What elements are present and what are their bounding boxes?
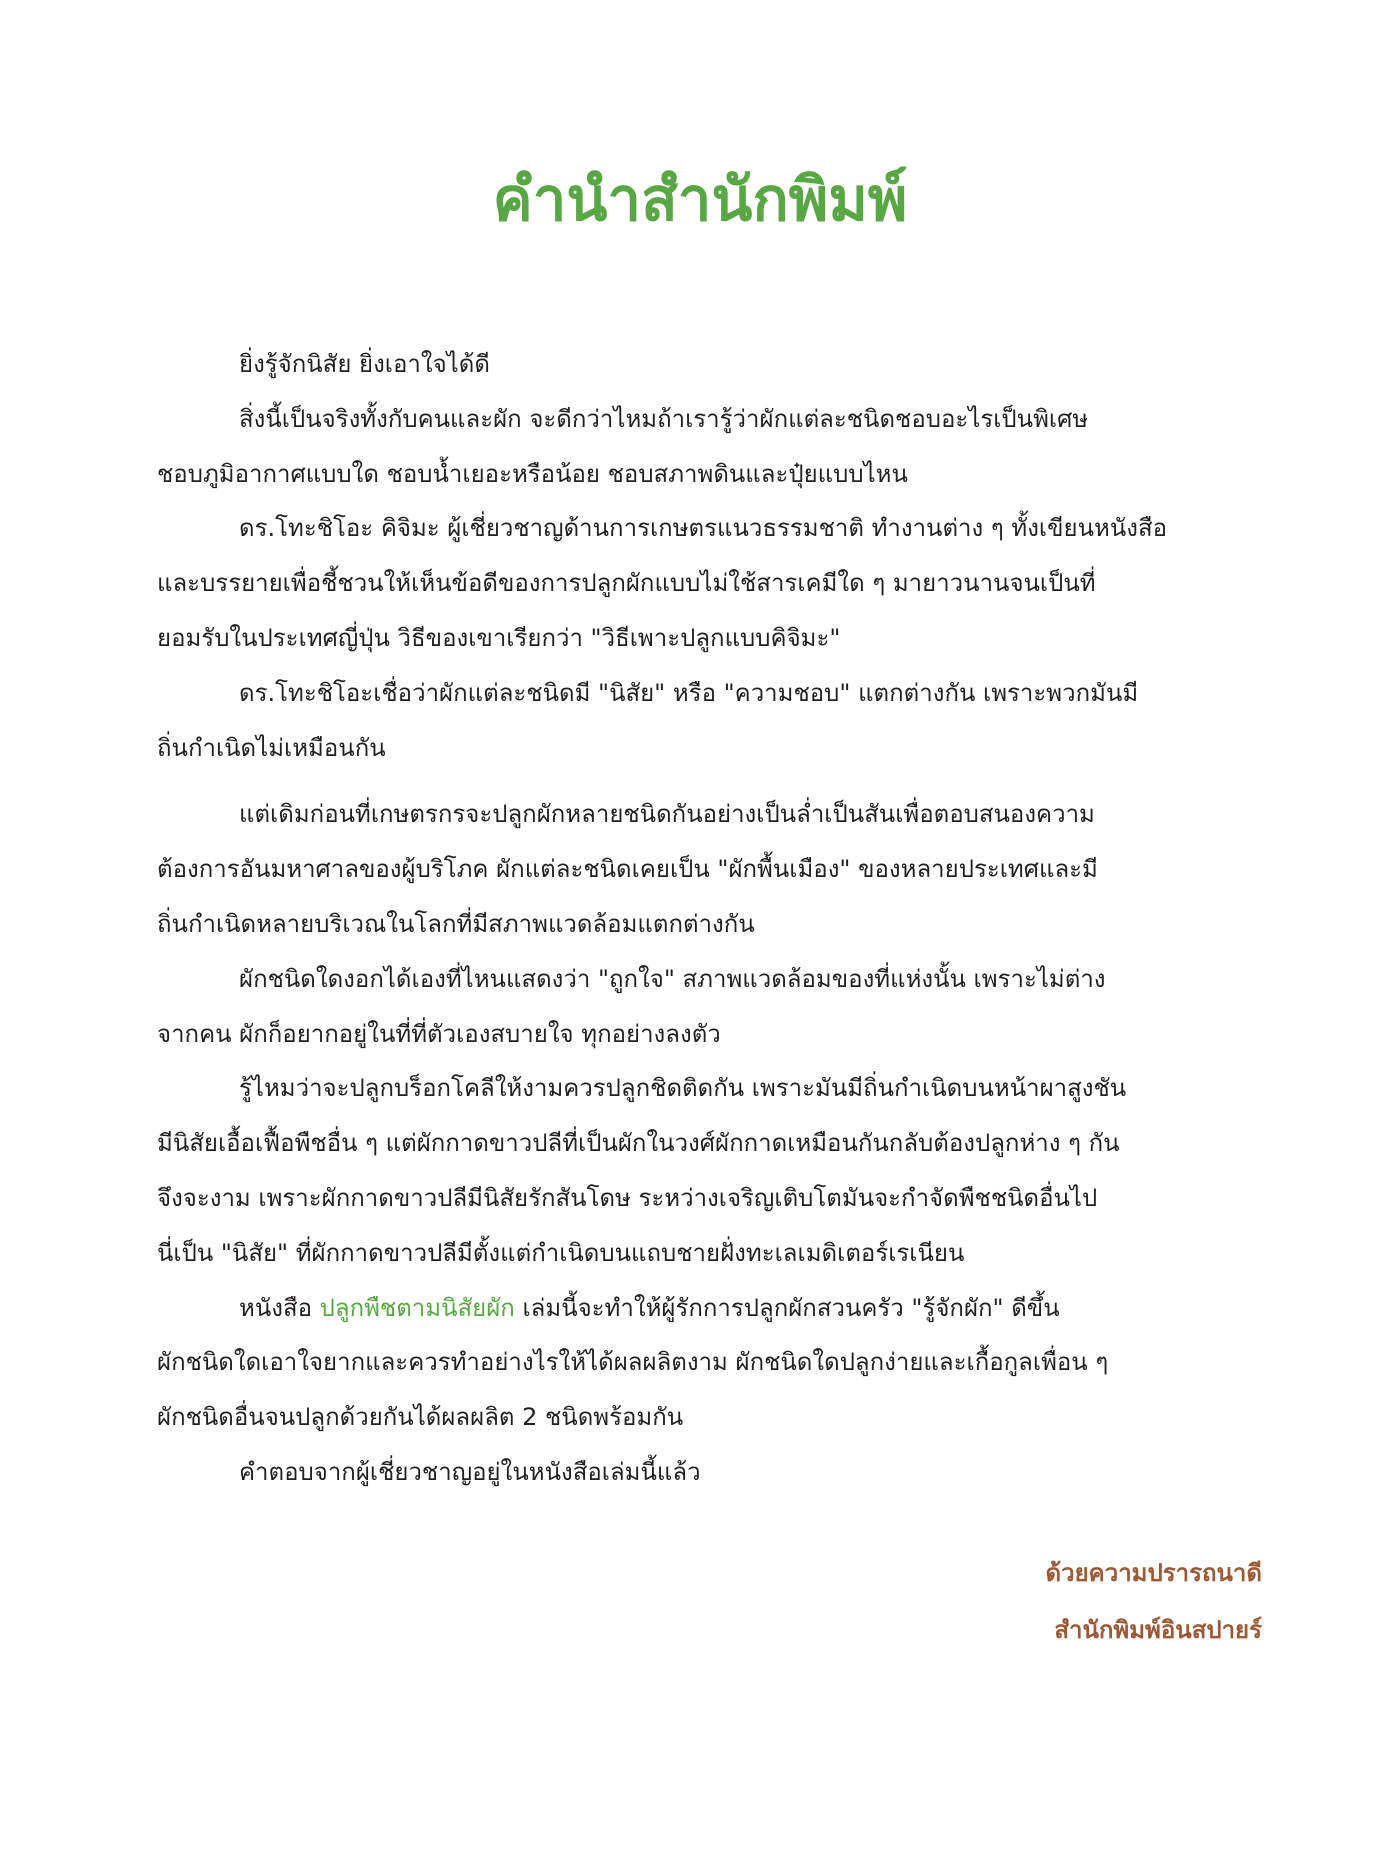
paragraph-9 — [157, 1445, 1262, 1500]
paragraph-3 — [157, 501, 1262, 665]
paragraph-7 — [157, 1061, 1262, 1280]
paragraph-6 — [157, 952, 1262, 1062]
paragraph-8 — [157, 1281, 1262, 1445]
paragraph-line: จึงจะงาม เพราะผักกาดขาวปลีมีนิสัยรักสันโดษ ระหว่างเจริญเติบโตมันจะกำจัดพืชชนิดอื่นไป — [157, 1183, 1098, 1212]
paragraph-line: ยอมรับในประเทศญี่ปุ่น วิธีของเขาเรียกว่า "วิธีเพาะปลูกแบบคิจิมะ" — [157, 623, 841, 652]
paragraph-line: ดร.โทะชิโอะเชื่อว่าผักแต่ละชนิดมี "นิสัย" หรือ "ความชอบ" แตกต่างกัน เพราะพวกมันมี — [239, 678, 1139, 707]
paragraph-line: ถิ่นกำเนิดไม่เหมือนกัน — [157, 733, 386, 762]
paragraph-line: ต้องการอันมหาศาลของผู้บริโภค ผักแต่ละชนิดเคยเป็น "ผักพื้นเมือง" ของหลายประเทศและมี — [157, 855, 1098, 884]
paragraph-line: ชอบภูมิอากาศแบบใด ชอบน้ำเยอะหรือน้อย ชอบสภาพดินและปุ๋ยแบบไหน — [157, 459, 908, 488]
signature-publisher: สำนักพิมพ์อินสปายร์ — [1054, 1616, 1262, 1644]
paragraph-line: ผักชนิดใดเอาใจยากและควรทำอย่างไรให้ได้ผลผลิตงาม ผักชนิดใดปลูกง่ายและเกื้อกูลเพื่อน ๆ — [157, 1348, 1109, 1377]
paragraph-line: แต่เดิมก่อนที่เกษตรกรจะปลูกผักหลายชนิดกันอย่างเป็นล่ำเป็นสันเพื่อตอบสนองความ — [239, 800, 1095, 829]
paragraph-line: มีนิสัยเอื้อเฟื้อพืชอื่น ๆ แต่ผักกาดขาวปลีที่เป็นผักในวงศ์ผักกาดเหมือนกันกลับต้องปลูกห่าง ๆ กัน — [157, 1129, 1120, 1158]
body-text — [157, 337, 1262, 1500]
paragraph-2 — [157, 392, 1262, 502]
signature-closing: ด้วยความปรารถนาดี — [1045, 1559, 1262, 1587]
book-title-highlight: ปลูกพืชตามนิสัยผัก — [319, 1293, 515, 1322]
signature-block — [1046, 1545, 1262, 1659]
paragraph-line: และบรรยายเพื่อชี้ชวนให้เห็นข้อดีของการปลูกผักแบบไม่ใช้สารเคมีใด ๆ มายาวนานจนเป็นที่ — [157, 569, 1096, 598]
paragraph-5 — [157, 787, 1262, 951]
paragraph-line-with-title — [157, 1281, 1262, 1336]
paragraph-4 — [157, 666, 1262, 776]
paragraph-line-prefix: หนังสือ — [239, 1293, 320, 1322]
paragraph-1 — [157, 337, 1262, 392]
paragraph-line: สิ่งนี้เป็นจริงทั้งกับคนและผัก จะดีกว่าไหมถ้าเรารู้ว่าผักแต่ละชนิดชอบอะไรเป็นพิเศษ — [239, 404, 1089, 433]
paragraph-line: ถิ่นกำเนิดหลายบริเวณในโลกที่มีสภาพแวดล้อมแตกต่างกัน — [157, 909, 755, 938]
page-title: คำนำสำนักพิมพ์ — [492, 165, 908, 235]
paragraph-line: จากคน ผักก็อยากอยู่ในที่ที่ตัวเองสบายใจ ทุกอย่างลงตัว — [157, 1019, 721, 1048]
paragraph-line-suffix: เล่มนี้จะทำให้ผู้รักการปลูกผักสวนครัว "รู้จักผัก" ดีขึ้น — [514, 1293, 1060, 1322]
paragraph-line: ผักชนิดใดงอกได้เองที่ไหนแสดงว่า "ถูกใจ" สภาพแวดล้อมของที่แห่งนั้น เพราะไม่ต่าง — [239, 964, 1106, 993]
paragraph-line: ผักชนิดอื่นจนปลูกด้วยกันได้ผลผลิต 2 ชนิดพร้อมกัน — [157, 1403, 684, 1432]
paragraph-line: ยิ่งรู้จักนิสัย ยิ่งเอาใจได้ดี — [239, 350, 490, 378]
paragraph-line: ดร.โทะชิโอะ คิจิมะ ผู้เชี่ยวชาญด้านการเกษตรแนวธรรมชาติ ทำงานต่าง ๆ ทั้งเขียนหนังสือ — [239, 514, 1168, 543]
paragraph-line: นี่เป็น "นิสัย" ที่ผักกาดขาวปลีมีตั้งแต่กำเนิดบนแถบชายฝั่งทะเลเมดิเตอร์เรเนียน — [157, 1238, 965, 1267]
paragraph-line: รู้ไหมว่าจะปลูกบร็อกโคลีให้งามควรปลูกชิดติดกัน เพราะมันมีถิ่นกำเนิดบนหน้าผาสูงชัน — [239, 1074, 1127, 1103]
paragraph-line: คำตอบจากผู้เชี่ยวชาญอยู่ในหนังสือเล่มนี้แล้ว — [239, 1457, 701, 1486]
